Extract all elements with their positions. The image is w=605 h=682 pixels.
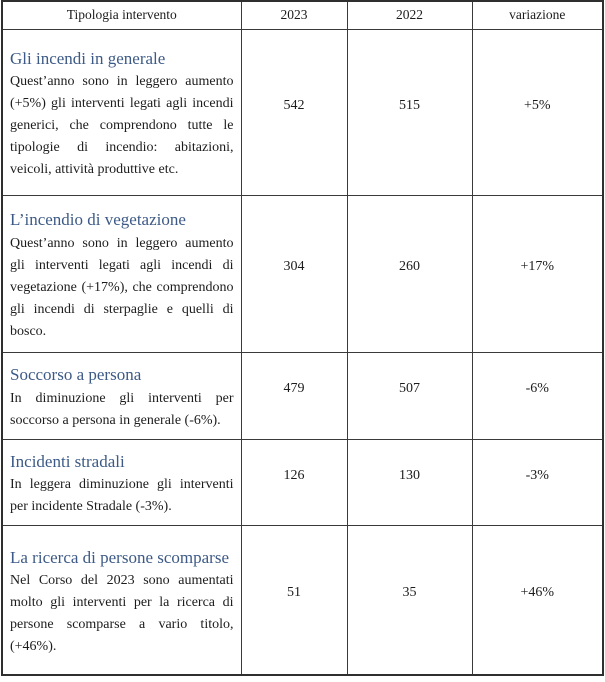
value-2022: 35 [347,525,472,675]
variation-value: +46% [472,525,603,675]
value-2022: 507 [347,352,472,439]
header-row [2,1,603,29]
row-description: Quest’anno sono in leggero aumento gli interventi legati agli incendi di vegetazione (+17%), che comprendono gli incendi di sterpaglie e quelli di bosco. [10,235,234,339]
value-2022: 515 [347,29,472,195]
value-2023: 51 [241,525,347,675]
value-2023: 542 [241,29,347,195]
table-row-incendio-vegetazione [2,195,603,352]
variation-value: +5% [472,29,603,195]
row-description: Nel Corso del 2023 sono aumentati molto gli interventi per la ricerca di persone scomparse a vario titolo, (+46%). [10,572,234,654]
table-row-soccorso-persona [2,352,603,439]
description-cell [2,352,241,439]
table-row-ricerca-persone-scomparse [2,525,603,675]
row-title: La ricerca di persone scomparse [10,547,229,567]
row-title: Incidenti stradali [10,451,125,471]
row-title: L’incendio di vegetazione [10,210,186,230]
value-2023: 479 [241,352,347,439]
row-description: In leggera diminuzione gli interventi per incidente Stradale (-3%). [10,477,234,515]
variation-value: -3% [472,439,603,525]
table-row-incendi-generale [2,29,603,195]
variation-value: +17% [472,195,603,352]
value-2023: 126 [241,439,347,525]
col-header-2022: 2022 [347,1,472,29]
row-description: Quest’anno sono in leggero aumento (+5%) gli interventi legati agli incendi generici, che comprendono tutte le tipologie di incendio: abitazioni, veicoli, attività produttive etc. [10,74,234,178]
value-2023: 304 [241,195,347,352]
variation-value: -6% [472,352,603,439]
description-cell [2,29,241,195]
col-header-variazione: variazione [472,1,603,29]
value-2022: 260 [347,195,472,352]
value-2022: 130 [347,439,472,525]
col-header-tipologia: Tipologia intervento [2,1,241,29]
description-cell [2,439,241,525]
col-header-2023: 2023 [241,1,347,29]
row-description: In diminuzione gli interventi per soccorso a persona in generale (-6%). [10,390,234,428]
description-cell [2,525,241,675]
description-cell [2,195,241,352]
row-title: Soccorso a persona [10,365,142,385]
intervention-table [1,0,604,676]
table-row-incidenti-stradali [2,439,603,525]
row-title: Gli incendi in generale [10,48,166,68]
